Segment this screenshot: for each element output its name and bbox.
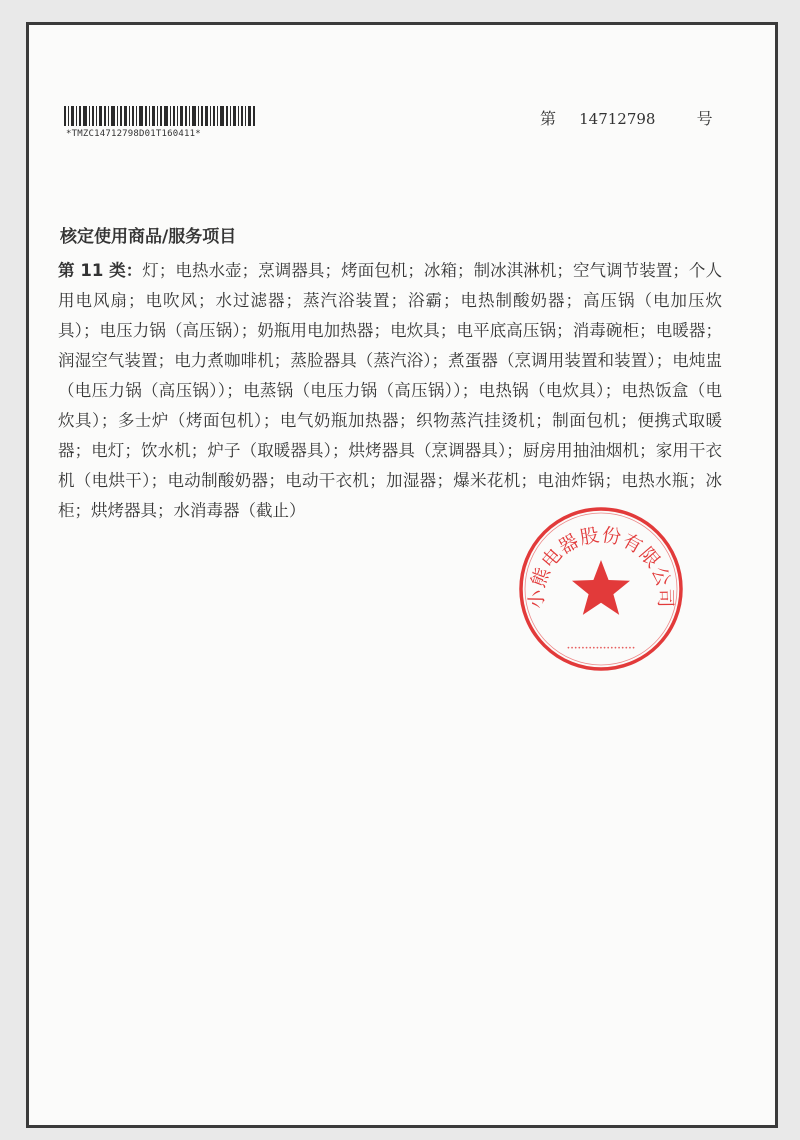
svg-text:•••••••••••••••••••: ••••••••••••••••••• (566, 645, 636, 652)
class-label: 第 11 类： (58, 261, 143, 280)
reg-suffix: 号 (696, 109, 713, 128)
registration-number (540, 106, 713, 129)
section-title: 核定使用商品/服务项目 (60, 227, 237, 247)
reg-number: 14712798 (579, 110, 656, 128)
star-icon (572, 560, 630, 615)
seal-text: 小熊电器股份有限公司 (525, 524, 677, 609)
barcode-text: *TMZC14712798D01T160411* (66, 129, 201, 139)
reg-prefix: 第 (540, 109, 557, 128)
company-seal (516, 504, 686, 678)
barcode (64, 106, 264, 139)
goods-list (58, 256, 722, 526)
goods-items: 灯；电热水壶；烹调器具；烤面包机；冰箱；制冰淇淋机；空气调节装置；个人用电风扇；电吹风；水过滤器；蒸汽浴装置；浴霸；电热制酸奶器；高压锅（电加压炊具）；电压力锅（高压锅）；奶瓶用电加热器；电炊具；电平底高压锅；消毒碗柜；电暖器；润湿空气装置；电力煮咖啡机；蒸脸器具（蒸汽浴）；煮蛋器（烹调用装置和装置）；电炖盅（电压力锅（高压锅））；电蒸锅（电压力锅（高压锅））；电热锅（电炊具）；电热饭盒（电炊具）；多士炉（烤面包机）；电气奶瓶加热器；织物蒸汽挂烫机；制面包机；便携式取暖器；电灯；饮水机；炉子（取暖器具）；烘烤器具（烹调器具）；厨房用抽油烟机；家用干衣机（电烘干）；电动制酸奶器；电动干衣机；加湿器；爆米花机；电油炸锅；电热水瓶；冰柜；烘烤器具；水消毒器（截止） (58, 261, 723, 520)
seal-graphic (516, 504, 686, 674)
barcode-graphic (64, 106, 256, 126)
